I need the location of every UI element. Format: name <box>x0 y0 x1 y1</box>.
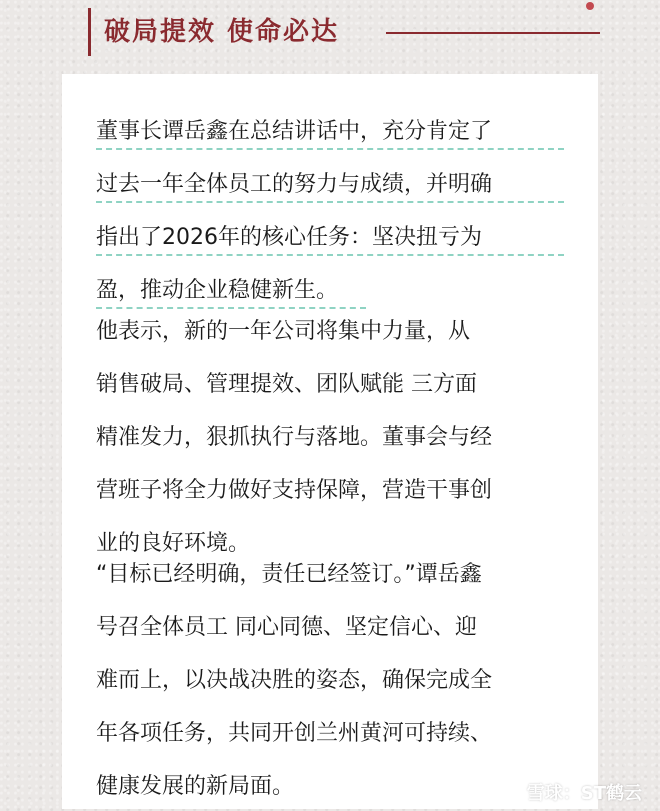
watermark-text: 雪球：ST鹤云 <box>526 783 642 804</box>
section-header <box>0 0 660 64</box>
dashed-underline <box>96 148 564 150</box>
paragraph-line: “目标已经明确，责任已经签订。”谭岳鑫 <box>96 562 482 587</box>
paragraph-line: 盈，推动企业稳健新生。 <box>96 278 339 303</box>
paragraph-line: 指出了2026年的核心任务：坚决扭亏为 <box>96 225 482 250</box>
dashed-underline <box>96 201 564 203</box>
paragraph-line: 健康发展的新局面。 <box>96 774 295 799</box>
paragraph-line: 业的良好环境。 <box>96 531 251 556</box>
paragraph-line: 过去一年全体员工的努力与成绩，并明确 <box>96 172 493 197</box>
paragraph-line: 精准发力，狠抓执行与落地。董事会与经 <box>96 425 493 450</box>
header-dot-decoration <box>586 2 594 10</box>
header-divider-line <box>386 32 600 34</box>
paragraph-line: 销售破局、管理提效、团队赋能 三方面 <box>96 372 477 397</box>
paragraph-line: 号召全体员工 同心同德、坚定信心、迎 <box>96 615 477 640</box>
paragraph-line: 难而上，以决战决胜的姿态，确保完成全 <box>96 668 493 693</box>
watermark <box>499 779 642 805</box>
section-title: 破局提效 使命必达 <box>104 17 340 47</box>
header-accent-bar <box>88 8 91 56</box>
paragraph-line: 他表示，新的一年公司将集中力量，从 <box>96 319 471 344</box>
paragraph-line: 年各项任务，共同开创兰州黄河可持续、 <box>96 721 493 746</box>
dashed-underline <box>96 254 564 256</box>
paragraph-line: 董事长谭岳鑫在总结讲话中，充分肯定了 <box>96 119 493 144</box>
snowball-logo-icon <box>499 781 521 803</box>
paragraph-line: 营班子将全力做好支持保障，营造干事创 <box>96 478 493 503</box>
